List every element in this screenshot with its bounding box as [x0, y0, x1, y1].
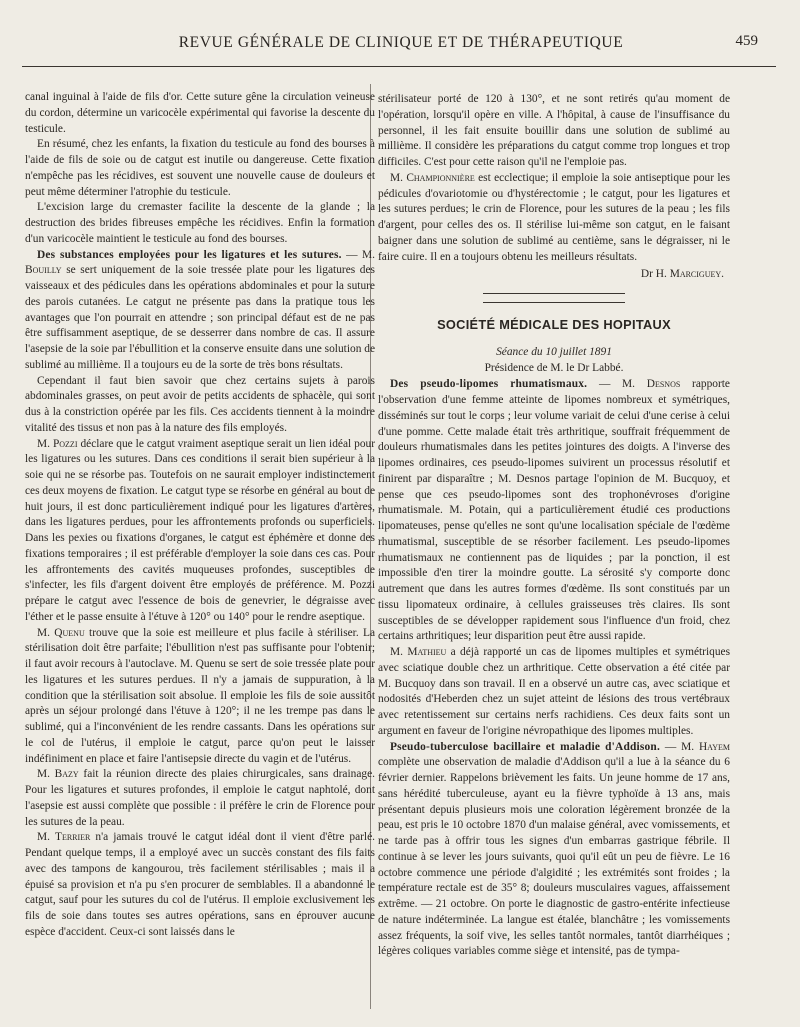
right-column: [378, 92, 730, 960]
lead-text: M.: [390, 171, 407, 184]
paragraph-text: stérilisateur porté de 120 à 130°, et ne sont retirés qu'au moment de l'opération, lorsqu'il opère en ville. A l'hôpital, à cause de l'insuffisance du personnel, il les fait ensuite bouillir dans une solution de sublimé au millième. Il considère les préparations du catgut comme trop longues et trop difficiles. C'est pour cette raison qu'il ne l'emploie pas.: [378, 93, 730, 168]
author-name: Pozzi: [52, 437, 78, 450]
paragraph: [378, 645, 730, 740]
section-paragraph: [25, 248, 375, 374]
lead-text: M.: [37, 437, 53, 450]
right-column-top: [378, 92, 730, 265]
paragraph: [25, 374, 375, 437]
author-name: Hayem: [698, 740, 730, 753]
paragraph-text: fait la réunion directe des plaies chirurgicales, sans drainage. Pour les ligatures et sutures profondes, il emploie le catgut naphtolé, dont l'asepsie est aussi complète que possible : il préfère le crin de Florence pour les sutures de la peau.: [25, 768, 375, 828]
paragraph: [25, 90, 375, 137]
paragraph-text: se sert uniquement de la soie tressée plate pour les ligatures des vaisseaux et des pédicules dans les opérations abdominales et pour la suture des parois cutanées. Le catgut ne présente pas dans la pratique tous les avantages que l'on pourrait en attendre ; son principal défaut est de ne pas être suffisamment aseptique, de se desserrer dans nombre de cas. Il assure l'asepsie de la soie par l'ébullition et la conserve ensuite dans une solution de sublimé au millième. Il a toujours eu de la sorte de très bons résultats.: [25, 264, 375, 371]
society-title: SOCIÉTÉ MÉDICALE DES HOPITAUX: [437, 317, 671, 332]
lead-text: — M.: [660, 740, 699, 753]
section-rule-2: [483, 302, 625, 303]
page-number: 459: [735, 33, 758, 49]
section-rule: [483, 293, 625, 294]
paragraph-text: L'excision large du cremaster facilite la descente de la glande ; la destruction des brides fibreuses empêche les récidives. Enfin la formation d'un varicocèle maintient le testicule au fond des bourses.: [25, 201, 375, 245]
paragraph: [25, 830, 375, 940]
paragraph-text: En résumé, chez les enfants, la fixation du testicule au fond des bourses à l'aide de fils de soie ou de catgut est inutile ou dangereuse. Cette fixation n'empêche pas les récidives, est souvent une nouvelle cause de douleurs et peut même déterminer l'atrophie du testicule.: [25, 138, 375, 198]
paragraph: [25, 626, 375, 768]
left-column: [25, 90, 375, 941]
author-name: Mathieu: [407, 646, 447, 658]
lead-text: M.: [37, 626, 55, 639]
paragraph: [25, 200, 375, 247]
author-name: Terrier: [54, 831, 91, 844]
rubric-heading: Des pseudo-lipomes rhumatismaux.: [390, 378, 588, 391]
signature-name: Marciguey.: [669, 268, 724, 281]
paragraph-text: Cependant il faut bien savoir que chez certains sujets à parois abdominales grasses, on peut avoir de petits accidents de sphacèle, qui sont dus à la constriction opérée par les fils. Ces accidents tiennent à la moindre vitalité des tissus et non pas à la nature des fils employés.: [25, 374, 375, 434]
journal-title: REVUE GÉNÉRALE DE CLINIQUE ET DE THÉRAPEUTIQUE: [178, 34, 624, 51]
header-rule: [22, 66, 776, 67]
rubric-heading: Pseudo-tuberculose bacillaire et maladie d'Addison.: [390, 740, 661, 753]
paragraph-text: est ecclectique; il emploie la soie antiseptique pour les pédicules d'ovariotomie ou d'hystérectomie ; le catgut, pour les ligatures et les sutures perdues; le crin de Florence, pour les sutures de la peau ; les fils d'argent, pour celles des os. Il stérilise lui-même son catgut, en le faisant baigner dans une solution de sublimé au centième, sans le dégraisser, ni le faire cuire. Il en a toujours obtenu les meilleurs résultats.: [378, 171, 730, 263]
paragraph-text: n'a jamais trouvé le catgut idéal dont il vient d'être parlé. Pendant quelque temps, il a employé avec un succès constant des fils faits avec des tampons de kangourou, très facilement stérilisables ; mais il a épuisé sa provision et n'a pu s'en procurer de semblables. Il a abandonné le catgut, sauf pour les sutures du col de l'utérus. Il emploie exclusivement les fils de soie dans toutes ses autres opérations, sans en éprouver aucune espèce d'accident. Ceux-ci sont laissés dans le: [25, 831, 375, 938]
rubric-heading: Des substances employées pour les ligatures et les sutures.: [37, 248, 342, 261]
author-name: Bouilly: [25, 264, 62, 277]
right-column-bottom: [378, 377, 730, 960]
section-paragraph: [378, 740, 730, 961]
lead-text: M.: [390, 646, 408, 658]
signature: [378, 267, 730, 283]
paragraph: [378, 171, 730, 266]
paragraph: [25, 767, 375, 830]
paragraph: [378, 92, 730, 171]
paragraph-text: complète une observation de maladie d'Addison qu'il a lue à la séance du 6 février dernier. Rappelons brièvement les faits. Un jeune homme de 17 ans, sans hérédité tuberculeuse, ayant eu la fièvre typhoïde à 13 ans, mais présentant depuis plusieurs mois une coloration légèrement bronzée de la peau, est pris le 10 octobre 1870 d'un malaise général, avec vomissements, et ne tarde pas à offrir tous les signes d'un embarras gastrique fébrile. Il continue à se lever les jours suivants, quoi qu'il eût un peu de fièvre. Le 16 octobre commence une période d'algidité ; les extrémités sont froides ; la température rectale est de 35° 8; douleurs musculaires vagues, affaissement extrême. — 21 octobre. On porte le diagnostic de gastro-entérite infectieuse de nature indéterminée. La langue est étalée, blanchâtre ; les vomissements assez fréquents, la soif vive, les selles tantôt normales, tantôt diarrhéiques ; légères coliques variables comme siège et intensité, pas de tympa-: [378, 756, 730, 958]
lead-text: — M.: [587, 378, 647, 391]
presidence-line: Présidence de M. le Dr Labbé.: [484, 361, 624, 374]
signature-prefix: Dr H.: [640, 268, 670, 281]
paragraph: [25, 437, 375, 626]
paragraph-text: a déjà rapporté un cas de lipomes multiples et symétriques avec sciatique double chez un arthritique. Cette observation a été citée par M. Bucquoy dans son travail. Il en a observé un autre cas, avec sciatique et nodosités d'Heberden chez un sujet atteint de lésions des trous vertébraux avec retentissement sur certains nerfs rachidiens. Ces deux faits sont un argument en faveur de l'origine névropathique des lipomes multiples.: [378, 646, 730, 737]
seance-date: Séance du 10 juillet 1891: [496, 345, 612, 358]
lead-text: — M.: [341, 248, 375, 261]
paragraph: [25, 137, 375, 200]
paragraph-text: rapporte l'observation d'une femme atteinte de lipomes nombreux et symétriques, disséminés sur tout le corps ; leur volume variait de celui d'une cerise à celui d'une pomme. Cette malade était très arthritique, souffrait fréquemment de douleurs rhumatismales dans les petites jointures des doigts. A l'inverse des lipomes ordinaires, ces pseudo-lipomes suivirent un processus résolutif et finirent par disparaître ; M. Desnos partage l'opinion de M. Bucquoy, et pense que ces pseudo-lipomes sont des trophonévroses d'origine rhumatismale. M. Potain, qui a particulièrement étudié ces productions lipomateuses, pense qu'elles ne sont qu'une localisation spéciale de l'œdème rhumatismal, susceptible de se résorber facilement. Les pseudo-lipomes rhumatismaux ne contiennent pas de liquides ; par la ponction, il est impossible d'en tirer la moindre goutte. La sérosité s'y comporte donc autrement que dans les autres formes d'œdème. Ils sont constitués par un tissu lipomateux ordinaire, à cellules graisseuses très claires. Ils sont susceptibles de se développer rapidement sous l'influence d'un froid, chez certains arthritiques; leur disparition peut être aussi rapide.: [378, 378, 730, 643]
lead-text: M.: [37, 831, 55, 844]
author-name: Quenu: [54, 626, 85, 639]
paragraph-text: canal inguinal à l'aide de fils d'or. Cette suture gêne la circulation veineuse du cordon, détermine un varicocèle expérimental qui favorise la descente du testicule.: [25, 91, 375, 135]
author-name: Desnos: [646, 378, 681, 391]
lead-text: M.: [37, 768, 55, 781]
running-head: [30, 34, 772, 58]
section-paragraph: [378, 377, 730, 645]
author-name: Championnière: [406, 171, 475, 184]
paragraph-text: trouve que la soie est meilleure et plus facile à stériliser. La stérilisation doit être parfaite; l'ébullition n'est pas suffisante pour l'obtenir; il faut avoir recours à l'autoclave. M. Quenu se sert de soie tressée plate pour les ligatures et les sutures perdues. Il n'y a jamais de suppuration, à la condition que la stérilisation soit absolue. Il emploie les fils de soie aussitôt après un séjour prolongé dans l'étuve à 120°; il ne les trempe pas dans le sublimé, qui a l'inconvénient de les rendre cassants. Dans les opérations sur le col de l'utérus, il emploie le catgut, parce qu'on peut le laisser indéfiniment en place et faire l'antisepsie directe du vagin et de l'utérus.: [25, 626, 375, 765]
paragraph-text: déclare que le catgut vraiment aseptique serait un lien idéal pour les ligatures ou les sutures. Dans ces conditions il serait bien supérieur à la soie qui ne se résorbe pas. Toutefois on ne saurait employer indistinctement ces deux moyens de fixation. Le catgut type se résorbe en général au bout de huit jours, il est donc particulièrement indiqué pour les ligatures d'artères, dans les ligatures perdues, pour les affrontements profonds ou superficiels. Dans les pexies ou fixations d'organes, le catgut est éphémère et donne des fixations temporaires ; il est préférable d'employer la soie dans ces cas. Pour les affrontements des cavités muqueuses profondes, susceptibles de s'infecter, les fils d'argent doivent être employés de préférence. M. Pozzi prépare le catgut avec l'essence de bois de genevrier, le dégraisse avec l'éther et le passe ensuite à l'étuve à 120° ou 140° pour le rendre aseptique.: [25, 437, 375, 623]
author-name: Bazy: [54, 768, 79, 781]
